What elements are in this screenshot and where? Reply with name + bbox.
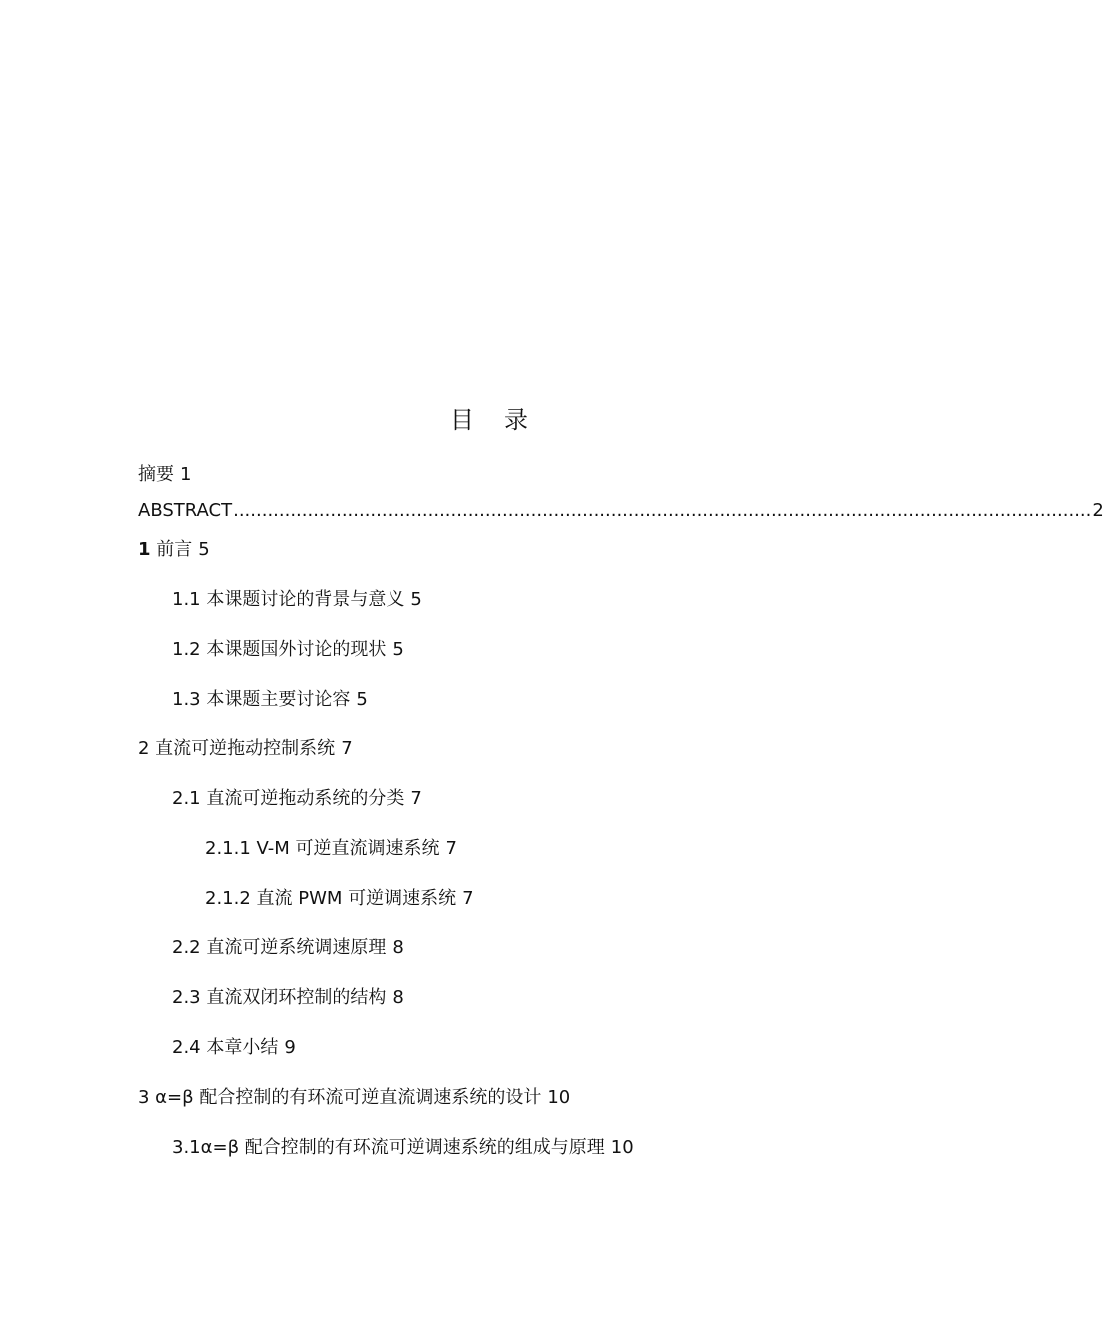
toc-entry-label: 2.4 本章小结 — [172, 1037, 279, 1058]
toc-entry-2-1[interactable] — [172, 787, 422, 811]
toc-title-right: 录 — [504, 406, 530, 434]
toc-entry-page: 8 — [392, 937, 404, 958]
toc-entry-1-3[interactable] — [172, 688, 368, 712]
toc-entry-label: 1.1 本课题讨论的背景与意义 — [172, 589, 405, 610]
toc-entry-page: 10 — [610, 1137, 634, 1158]
toc-entry-2-4[interactable] — [172, 1036, 296, 1060]
toc-entry-label: 3.1α=β 配合控制的有环流可逆调速系统的组成与原理 — [172, 1137, 605, 1158]
toc-entry-2-1-2[interactable] — [205, 887, 474, 911]
toc-entry-2-1-1[interactable] — [205, 837, 457, 861]
toc-entry-label: 摘要 — [138, 464, 174, 485]
toc-title-left: 目 — [450, 406, 476, 434]
toc-entry-abstract-en[interactable] — [138, 499, 1104, 523]
toc-entry-page: 1 — [180, 464, 192, 485]
toc-entry-page: 5 — [392, 639, 404, 660]
toc-entry-page: 5 — [198, 539, 210, 560]
toc-entry-label: 2.2 直流可逆系统调速原理 — [172, 937, 387, 958]
toc-entry-page: 5 — [410, 589, 422, 610]
toc-entry-3-1[interactable] — [172, 1136, 634, 1160]
toc-entry-label: 2.3 直流双闭环控制的结构 — [172, 987, 387, 1008]
toc-entry-page: 5 — [356, 689, 368, 710]
toc-entry-page: 7 — [410, 788, 422, 809]
toc-entry-chapter-1[interactable] — [138, 538, 210, 562]
toc-entry-label: 3 α=β 配合控制的有环流可逆直流调速系统的设计 — [138, 1087, 542, 1108]
toc-entry-label: ABSTRACT — [138, 500, 233, 521]
toc-entry-1-2[interactable] — [172, 638, 404, 662]
toc-entry-label: 2.1.1 V-M 可逆直流调速系统 — [205, 838, 440, 859]
toc-entry-label: 2.1 直流可逆拖动系统的分类 — [172, 788, 405, 809]
toc-entry-abstract-cn[interactable] — [138, 463, 191, 487]
toc-entry-page: 7 — [462, 888, 474, 909]
toc-entry-page: 9 — [284, 1037, 296, 1058]
toc-entry-chapter-2[interactable] — [138, 737, 353, 761]
toc-entry-label: 1.2 本课题国外讨论的现状 — [172, 639, 387, 660]
toc-leader-dots: ...................................................................................................................................................... — [233, 500, 1092, 521]
toc-entry-page: 2 — [1092, 500, 1104, 521]
toc-entry-label: 2.1.2 直流 PWM 可逆调速系统 — [205, 888, 457, 909]
toc-entry-page: 10 — [547, 1087, 571, 1108]
toc-entry-2-3[interactable] — [172, 986, 404, 1010]
toc-entry-2-2[interactable] — [172, 936, 404, 960]
toc-entry-label: 2 直流可逆拖动控制系统 — [138, 738, 336, 759]
toc-entry-page: 7 — [341, 738, 353, 759]
toc-entry-page: 8 — [392, 987, 404, 1008]
toc-entry-number: 1 — [138, 539, 151, 560]
toc-title — [0, 400, 980, 435]
toc-entry-1-1[interactable] — [172, 588, 422, 612]
toc-entry-page: 7 — [445, 838, 457, 859]
toc-entry-chapter-3[interactable] — [138, 1086, 570, 1110]
toc-entry-label: 前言 — [156, 539, 193, 560]
toc-entry-label: 1.3 本课题主要讨论容 — [172, 689, 351, 710]
